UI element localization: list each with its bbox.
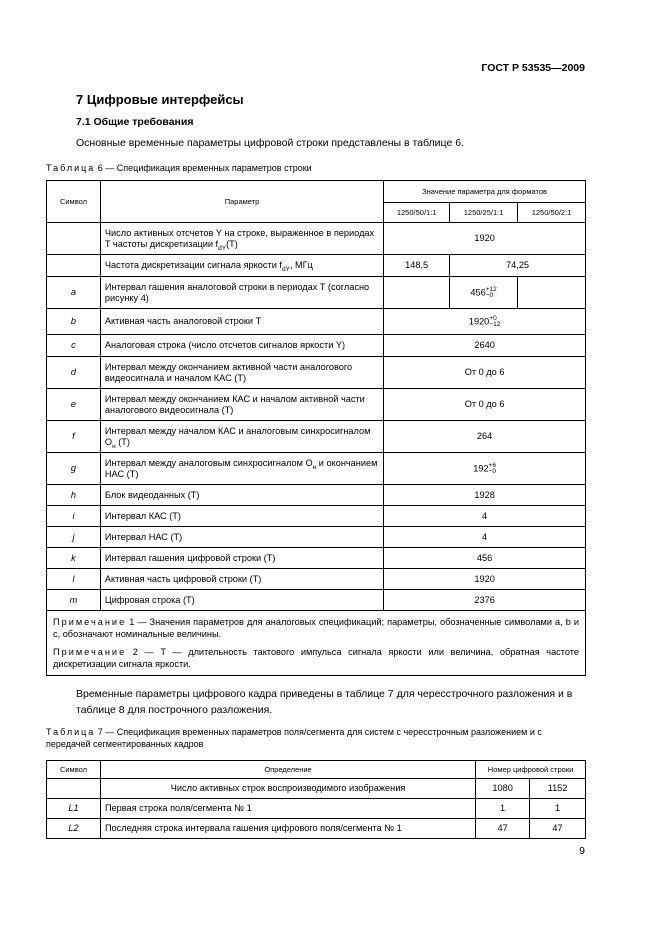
row-symbol: j [47,527,101,548]
table-row [47,548,586,569]
row-param: Интервал КАС (T) [100,506,383,527]
table-row [47,357,586,389]
row-value-2: 74,25 [450,255,586,277]
subsection-title: 7.1 Общие требования [76,116,194,128]
row-value-2: 1 [530,799,586,819]
row-value-2: 1152 [530,779,586,799]
row-symbol: b [47,309,101,335]
table6-head-values: Значение параметра для форматов [384,181,586,203]
row-param: Интервал между окончанием активной части аналогового видеосигнала и началом КАС (T) [100,357,383,389]
table-row [47,569,586,590]
row-symbol [47,223,101,255]
row-param: Число активных отсчетов Y на строке, выраженное в периодах T частоты дискретизации $f_{dY}(T)$ [100,223,383,255]
standard-code: ГОСТ Р 53535—2009 [481,62,585,74]
row-symbol: L1 [47,799,101,819]
row-symbol: a [47,277,101,309]
row-value: 1920 [384,569,586,590]
table7-head-num: Номер цифровой строки [476,761,586,779]
table6-caption-label: Таблица [46,163,96,173]
table-row [47,779,586,799]
row-def: Последняя строка интервала гашения цифрового поля/сегмента № 1 [100,819,475,839]
row-symbol: l [47,569,101,590]
table7-head-symbol: Символ [47,761,101,779]
row-value: От 0 до 6 [384,389,586,421]
table-row [47,590,586,611]
table6-notes [47,611,586,676]
table-row [47,506,586,527]
table-row [47,453,586,485]
row-symbol: c [47,335,101,357]
row-symbol [47,779,101,799]
table7-caption-text: 7 — Спецификация временных параметров поля/сегмента для систем с чересстрочным разложением и с передачей сегментированных кадров [46,727,542,749]
table6-caption [46,162,586,174]
table-row [47,819,586,839]
section-title: 7 Цифровые интерфейсы [76,92,244,107]
row-symbol: d [47,357,101,389]
table6-note-2: Примечание 2 — T — длительность тактового импульса сигнала яркости или величина, обратная частоте дискретизации сигнала яркости. [53,647,579,669]
row-param: Активная часть аналоговой строки T [100,309,383,335]
row-value: 4 [384,506,586,527]
row-symbol: f [47,421,101,453]
table-row [47,223,586,255]
row-value-1: 1 [476,799,530,819]
row-def: Первая строка поля/сегмента № 1 [100,799,475,819]
row-value-2: 47 [530,819,586,839]
table-row [47,255,586,277]
row-value: 1920 [384,223,586,255]
table7-head-def: Определение [100,761,475,779]
row-value-1: 47 [476,819,530,839]
row-param: Интервал гашения аналоговой строки в периодах T (согласно рисунку 4) [100,277,383,309]
row-value: 456 [384,548,586,569]
row-value: От 0 до 6 [384,357,586,389]
row-param: Интервал между началом КАС и аналоговым синхросигналом $O_н$ (T) [100,421,383,453]
row-symbol: k [47,548,101,569]
mid-paragraph: Временные параметры цифрового кадра приведены в таблице 7 для чересстрочного разложения и в таблице 8 для построчного разложения. [76,688,573,716]
table-row [47,335,586,357]
row-value: 2640 [384,335,586,357]
table6-caption-text: 6 — Спецификация временных параметров строки [95,163,312,173]
row-param: Частота дискретизации сигнала яркости $f_{dY}$, МГц [100,255,383,277]
row-value-1: 148,5 [384,255,450,277]
table-row [47,309,586,335]
table-row [47,527,586,548]
row-value: 264 [384,421,586,453]
table7-caption-label: Таблица [46,727,96,737]
row-value-empty [518,277,586,309]
row-symbol: L2 [47,819,101,839]
row-value: 1928 [384,485,586,506]
table-7 [46,760,586,839]
row-param: Интервал НАС (T) [100,527,383,548]
table-row [47,277,586,309]
table-row [47,421,586,453]
row-param: Аналоговая строка (число отсчетов сигналов яркости Y) [100,335,383,357]
row-symbol: e [47,389,101,421]
row-value: 1920+0 −12 [384,309,586,335]
intro-paragraph: Основные временные параметры цифровой строки представлены в таблице 6. [76,137,464,149]
table-row [47,799,586,819]
row-symbol: g [47,453,101,485]
table6-notes-row [47,611,586,676]
table6-format-2: 1250/25/1:1 [450,203,518,223]
row-symbol: m [47,590,101,611]
row-value: 456+12 −0 [450,277,518,309]
row-param: Интервал между окончанием КАС и началом активной части аналогового видеосигнала (T) [100,389,383,421]
table-6 [46,180,586,676]
row-value: 4 [384,527,586,548]
row-symbol: i [47,506,101,527]
row-param: Цифровая строка (T) [100,590,383,611]
page-number: 9 [579,845,585,857]
table7-caption [46,726,586,750]
row-value: 192+6 −0 [384,453,586,485]
row-param: Блок видеоданных (T) [100,485,383,506]
table-row [47,389,586,421]
row-symbol: h [47,485,101,506]
table6-head-symbol: Символ [47,181,101,223]
row-param: Интервал гашения цифровой строки (T) [100,548,383,569]
table6-note-1: Примечание 1 — Значения параметров для аналоговых спецификаций; параметры, обозначенные символами a, b и c, обозначают номинальные величины. [53,617,579,639]
table6-head-param: Параметр [100,181,383,223]
row-symbol [47,255,101,277]
table-row [47,485,586,506]
row-value-1: 1080 [476,779,530,799]
row-value-empty [384,277,450,309]
row-value: 2376 [384,590,586,611]
table6-format-1: 1250/50/1:1 [384,203,450,223]
row-param: Активная часть цифровой строки (T) [100,569,383,590]
table6-format-3: 1250/50/2:1 [518,203,586,223]
row-param: Интервал между аналоговым синхросигналом $O_н$ и окончанием НАС (T) [100,453,383,485]
row-def: Число активных строк воспроизводимого изображения [100,779,475,799]
